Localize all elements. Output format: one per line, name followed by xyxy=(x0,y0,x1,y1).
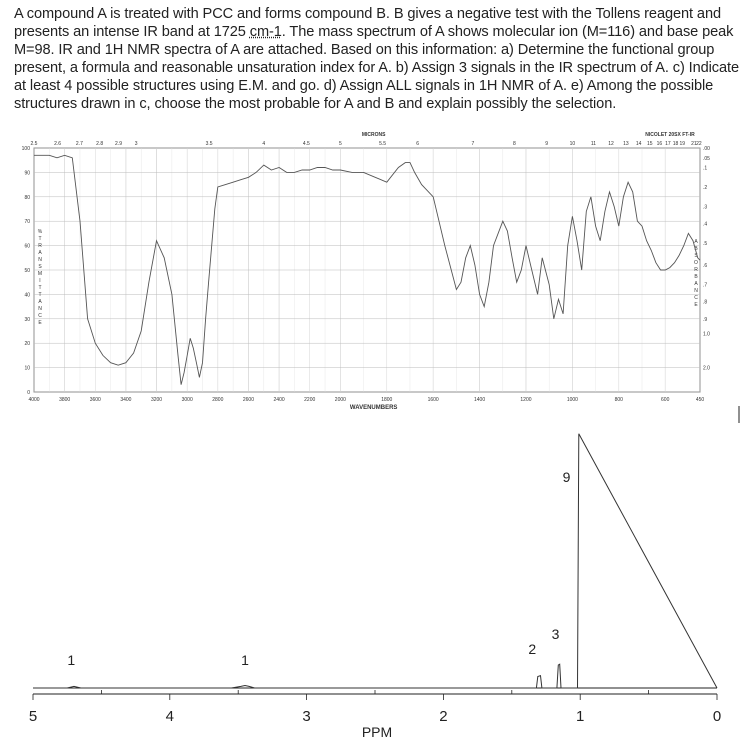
ir-micron-tick-24: 19 xyxy=(679,141,686,147)
ir-right-letter: S xyxy=(694,253,698,259)
nmr-series-trace xyxy=(33,434,717,688)
ir-right-letter: A xyxy=(694,281,698,287)
ir-micron-tick-23: 18 xyxy=(672,141,679,147)
ir-wavenumber-tick-1: 3800 xyxy=(59,397,71,403)
ir-wavenumber-tick-6: 2800 xyxy=(212,397,224,403)
ir-micron-tick-20: 15 xyxy=(646,141,653,147)
ir-bottom-title: WAVENUMBERS xyxy=(349,405,398,411)
ir-wavenumber-tick-13: 1400 xyxy=(474,397,486,403)
ir-right-letter: B xyxy=(694,246,698,252)
ir-micron-tick-7: 4 xyxy=(262,141,266,147)
ir-absorbance-tick-4: .3 xyxy=(703,204,708,211)
ir-micron-tick-14: 9 xyxy=(545,141,548,147)
ir-transmittance-tick-5: 50 xyxy=(24,268,30,274)
ir-micron-tick-25: 21 xyxy=(691,141,697,147)
ir-left-letter: T xyxy=(38,292,42,298)
ir-absorbance-tick-12: 2.0 xyxy=(703,365,710,372)
ir-micron-tick-3: 2.8 xyxy=(96,141,104,147)
nmr-integral-label-1: 1 xyxy=(241,652,249,668)
ir-right-letter: C xyxy=(694,295,698,301)
ir-micron-tick-8: 4.5 xyxy=(302,141,310,147)
ir-left-letter: N xyxy=(38,306,42,312)
ir-micron-tick-6: 3.5 xyxy=(205,141,213,147)
ir-micron-tick-9: 5 xyxy=(338,141,342,147)
ir-right-letter: B xyxy=(694,274,698,280)
ir-wavenumber-tick-14: 1200 xyxy=(520,397,532,403)
ir-micron-tick-5: 3 xyxy=(134,141,138,147)
ir-micron-tick-16: 11 xyxy=(590,141,597,147)
ir-wavenumber-tick-11: 1800 xyxy=(381,397,393,403)
ir-right-letter: O xyxy=(694,260,698,266)
ir-left-letter: N xyxy=(38,257,42,263)
nmr-integral-label-3: 3 xyxy=(551,626,560,642)
ir-absorbance-tick-8: .7 xyxy=(703,282,708,289)
ir-absorbance-tick-10: .9 xyxy=(703,316,708,323)
ir-wavenumber-tick-9: 2200 xyxy=(304,397,316,403)
ir-left-letter: M xyxy=(37,271,43,277)
nmr-ppm-label-2: 2 xyxy=(439,708,448,725)
ir-instrument: NICOLET 20SX FT-IR xyxy=(645,132,695,138)
ir-transmittance-tick-0: 100 xyxy=(21,146,30,152)
ir-wavenumber-tick-5: 3000 xyxy=(181,397,193,403)
ir-wavenumber-tick-17: 600 xyxy=(661,397,670,403)
ir-left-letter: % xyxy=(37,229,43,235)
nmr-ppm-label-5: 5 xyxy=(28,708,38,725)
question-text xyxy=(14,5,744,113)
ir-micron-tick-12: 7 xyxy=(471,141,475,147)
ir-left-letter: E xyxy=(38,320,42,326)
nmr-axis-title: PPM xyxy=(361,724,393,740)
ir-left-letter: T xyxy=(38,236,42,242)
ir-transmittance-tick-7: 30 xyxy=(24,316,30,323)
ir-micron-tick-1: 2.6 xyxy=(54,141,62,147)
ir-left-letter: R xyxy=(38,243,42,249)
ir-micron-tick-13: 8 xyxy=(512,141,516,147)
question-unit: cm-1 xyxy=(249,24,282,40)
question-part2: . The mass spectrum of A shows molecular ion (M=116) and base peak M=98. IR and 1H NMR spectra of A are attached. Based on this information: a) Determine the functional group present, a formula and reasonable unsaturation index for A. b) Assign 3 signals in the IR spectrum of A. c) Indicate at least 4 possible structures using E.M. and go. d) Assign ALL signals in 1H NMR of A. e) Among the possible structures drawn in c, choose the most probable for A and B and explain possibly the selection. xyxy=(14,24,739,112)
question-part1: A compound A is treated with PCC and forms compound B. B gives a negative test with the Tollens reagent and presents an intense IR band at 1725 xyxy=(14,6,721,40)
ir-micron-tick-0: 2.5 xyxy=(30,141,38,147)
ir-absorbance-tick-2: .1 xyxy=(703,165,708,172)
ir-wavenumber-tick-2: 3600 xyxy=(89,397,101,403)
nmr-ppm-label-3: 3 xyxy=(302,708,311,725)
nmr-ppm-label-4: 4 xyxy=(165,708,174,725)
nmr-ppm-label-0: 0 xyxy=(712,708,722,725)
ir-transmittance-tick-6: 40 xyxy=(24,292,30,299)
ir-transmittance-tick-3: 70 xyxy=(24,219,30,226)
ir-wavenumber-tick-7: 2600 xyxy=(242,397,255,403)
ir-left-letter: A xyxy=(38,250,42,256)
ir-right-letter: N xyxy=(694,288,698,294)
ir-micron-tick-11: 6 xyxy=(416,141,420,147)
ir-right-letter: E xyxy=(694,302,698,308)
ir-wavenumber-tick-8: 2400 xyxy=(273,397,285,403)
ir-right-letter: R xyxy=(694,267,698,273)
ir-transmittance-tick-1: 90 xyxy=(24,170,30,177)
nmr-integral-label-4: 9 xyxy=(562,469,571,485)
ir-micron-tick-21: 16 xyxy=(656,141,663,147)
ir-left-letter: T xyxy=(38,285,42,291)
ir-absorbance-tick-3: .2 xyxy=(703,185,708,192)
ir-absorbance-tick-6: .5 xyxy=(703,241,708,248)
ir-left-letter: A xyxy=(38,299,42,305)
ir-micron-tick-15: 10 xyxy=(569,141,576,147)
ir-wavenumber-tick-10: 2000 xyxy=(334,397,346,403)
ir-micron-tick-17: 12 xyxy=(608,141,614,147)
ir-wavenumber-tick-15: 1000 xyxy=(566,397,578,403)
ir-transmittance-tick-2: 80 xyxy=(24,194,30,201)
ir-left-letter: C xyxy=(38,313,42,319)
ir-left-letter: S xyxy=(38,264,42,270)
ir-transmittance-tick-10: 0 xyxy=(27,390,30,396)
ir-micron-tick-2: 2.7 xyxy=(75,141,83,147)
ir-micron-tick-22: 17 xyxy=(665,141,671,147)
ir-spectrum xyxy=(0,128,755,428)
ir-left-letter: I xyxy=(39,278,41,284)
ir-transmittance-tick-8: 20 xyxy=(24,341,30,348)
ir-absorbance-tick-9: .8 xyxy=(703,299,708,306)
ir-absorbance-tick-5: .4 xyxy=(703,221,708,228)
ir-micron-tick-4: 2.9 xyxy=(115,141,122,147)
ir-absorbance-tick-7: .6 xyxy=(703,263,708,270)
ir-wavenumber-tick-4: 3200 xyxy=(150,397,163,403)
ir-absorbance-tick-11: 1.0 xyxy=(703,331,710,338)
nmr-ppm-label-1: 1 xyxy=(576,708,585,725)
ir-transmittance-tick-9: 10 xyxy=(24,365,30,372)
ir-micron-tick-18: 13 xyxy=(623,141,629,147)
nmr-spectrum xyxy=(0,430,755,741)
ir-transmittance-tick-4: 60 xyxy=(24,243,30,250)
ir-wavenumber-tick-18: 450 xyxy=(695,397,705,403)
ir-micron-tick-10: 5.5 xyxy=(379,141,387,147)
ir-wavenumber-tick-3: 3400 xyxy=(120,397,132,403)
ir-wavenumber-tick-16: 800 xyxy=(614,397,623,403)
ir-wavenumber-tick-12: 1600 xyxy=(427,397,439,403)
ir-micron-tick-19: 14 xyxy=(635,141,642,147)
ir-micron-tick-26: 22 xyxy=(696,141,702,147)
ir-wavenumber-tick-0: 4000 xyxy=(28,397,40,403)
ir-absorbance-tick-0: .00 xyxy=(703,146,710,152)
ir-top-title: MICRONS xyxy=(361,132,386,138)
nmr-integral-label-2: 2 xyxy=(528,641,537,657)
nmr-integral-label-0: 1 xyxy=(67,652,76,668)
ir-right-letter: A xyxy=(694,239,698,245)
ir-absorbance-tick-1: .05 xyxy=(703,155,710,162)
